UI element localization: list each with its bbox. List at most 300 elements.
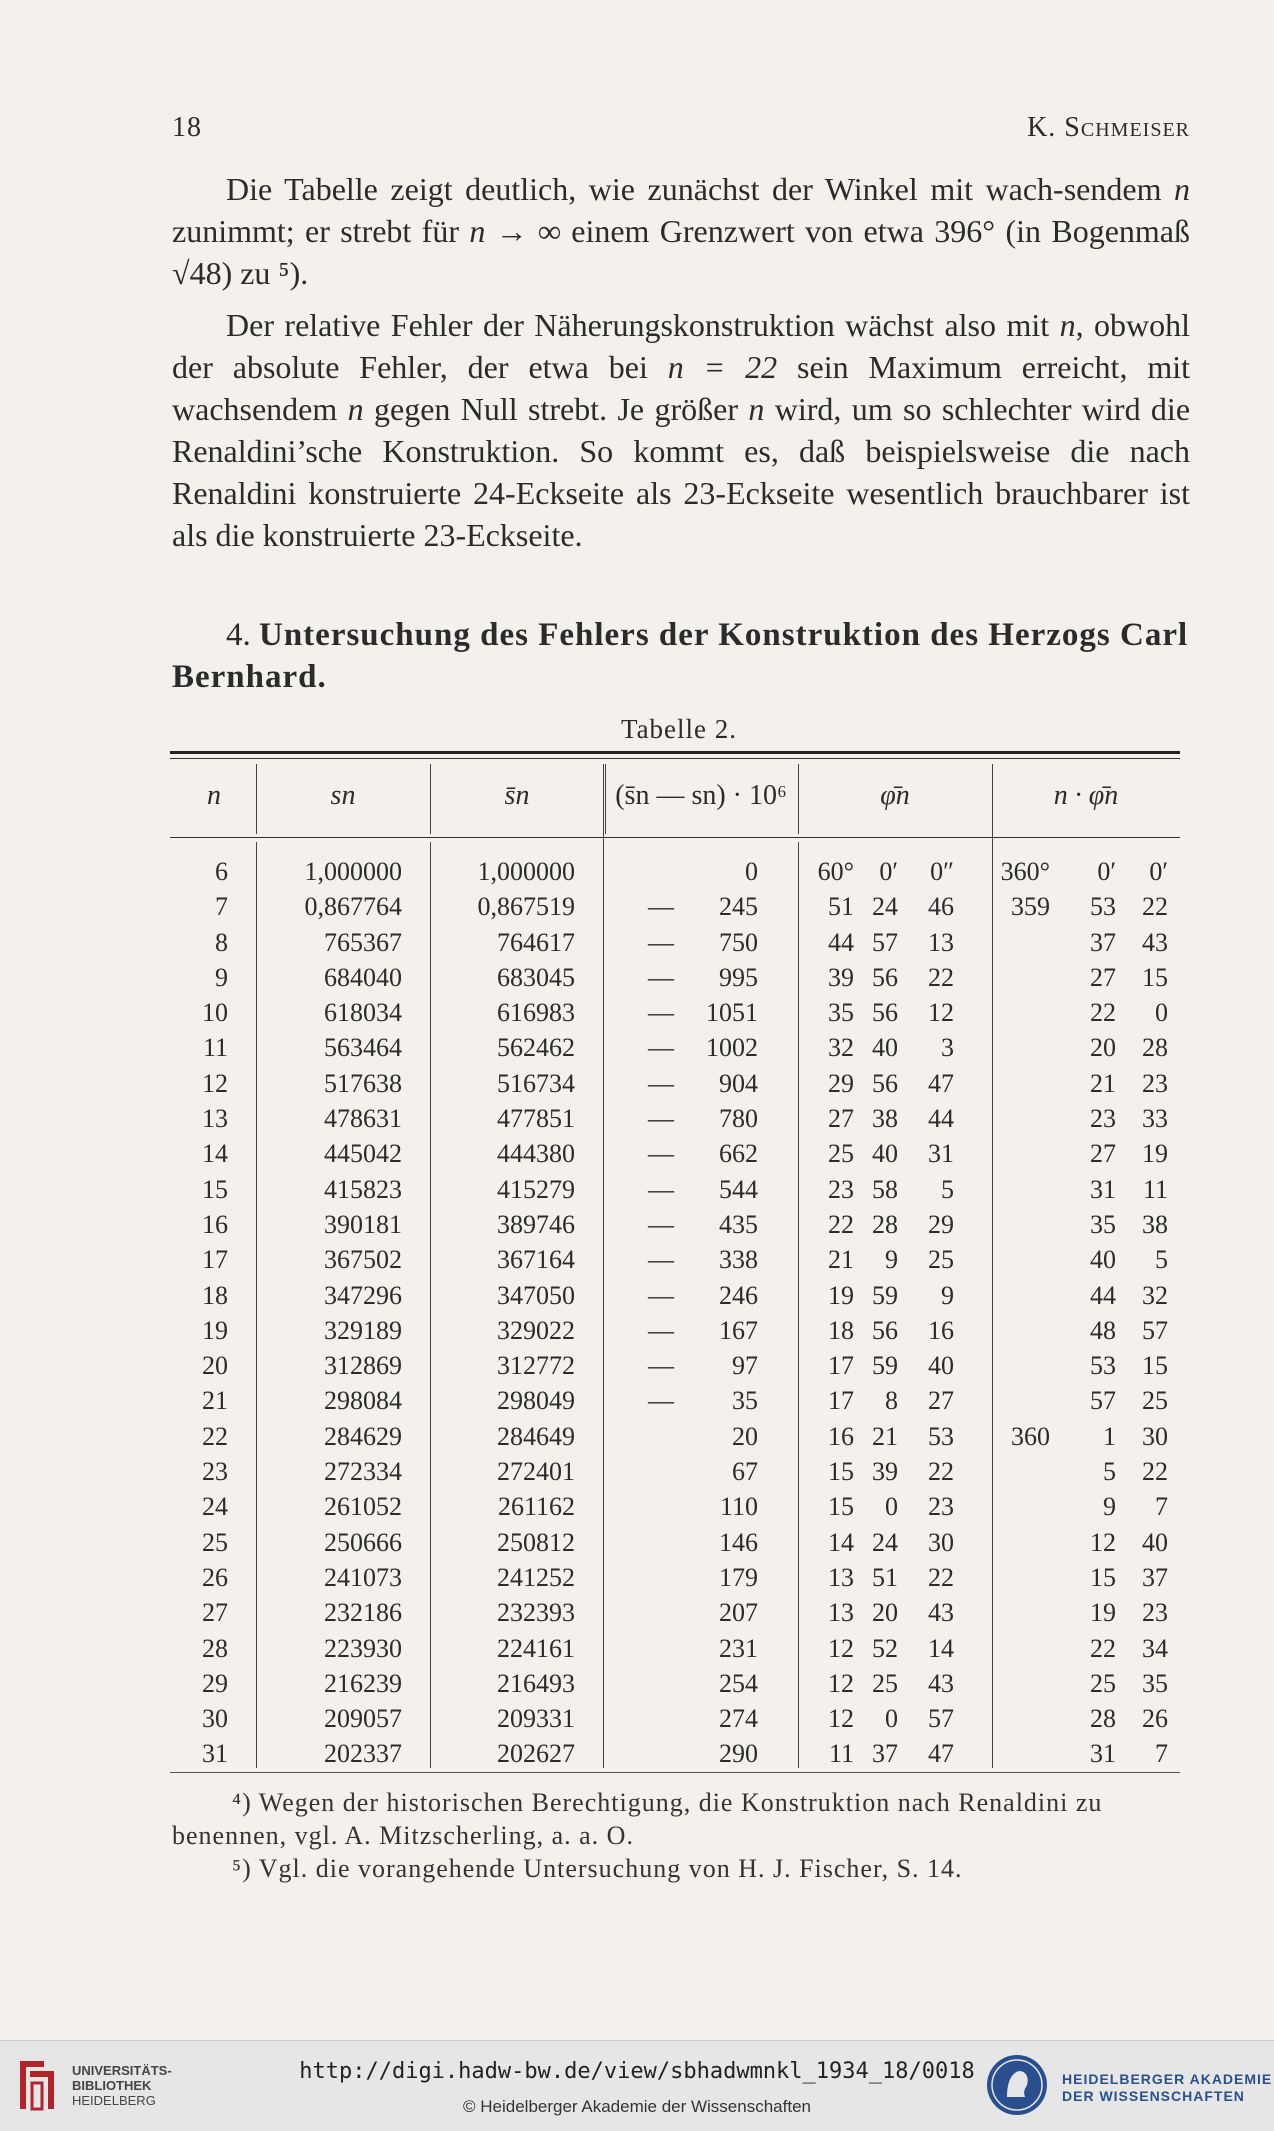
p2-text-b: , obwohl der absolute Fehler, der etwa bei bbox=[172, 307, 1191, 385]
cell-sbar: 250812 bbox=[497, 1527, 575, 1557]
paragraph-1 bbox=[172, 168, 1190, 294]
table-row bbox=[170, 925, 1180, 960]
library-line-3: HEIDELBERG bbox=[72, 2093, 156, 2108]
table-caption: Tabelle 2. bbox=[620, 714, 738, 744]
cell-n: 9 bbox=[215, 962, 228, 992]
cell-sn: 765367 bbox=[324, 927, 402, 957]
cell-nphi-sec: 0 bbox=[1155, 998, 1168, 1028]
cell-diff: 35 bbox=[732, 1386, 758, 1416]
cell-diff: 435 bbox=[719, 1209, 758, 1239]
table-row bbox=[170, 889, 1180, 924]
cell-diff: 179 bbox=[719, 1562, 758, 1592]
cell-nphi-sec: 15 bbox=[1142, 1351, 1168, 1381]
cell-sbar: 284649 bbox=[497, 1421, 575, 1451]
cell-diff: 231 bbox=[719, 1633, 758, 1663]
header-n: n bbox=[207, 780, 221, 811]
cell-nphi-min: 57 bbox=[1090, 1386, 1116, 1416]
footnote-5: ⁵) Vgl. die vorangehende Untersuchung von H. J. Fischer, S. 14. bbox=[232, 1854, 963, 1883]
cell-sn: 202337 bbox=[324, 1739, 402, 1769]
cell-sbar: 202627 bbox=[497, 1739, 575, 1769]
header-phi: φ̄n bbox=[880, 780, 910, 811]
cell-sbar: 298049 bbox=[497, 1386, 575, 1416]
cell-n: 11 bbox=[202, 1033, 228, 1063]
p2-var-n1: n bbox=[1059, 307, 1076, 343]
table-row bbox=[170, 960, 1180, 995]
cell-phi-deg: 12 bbox=[828, 1668, 854, 1698]
cell-nphi-min: 48 bbox=[1090, 1315, 1116, 1345]
table-row bbox=[170, 1560, 1180, 1595]
academy-line-2: DER WISSENSCHAFTEN bbox=[1062, 2088, 1245, 2104]
p2-text-d: gegen Null strebt. Je größer bbox=[363, 391, 749, 427]
cell-sn: 209057 bbox=[324, 1704, 402, 1734]
cell-diff: 254 bbox=[719, 1668, 758, 1698]
cell-phi-sec: 43 bbox=[928, 1598, 954, 1628]
table-row bbox=[170, 1136, 1180, 1171]
cell-phi-sec: 57 bbox=[928, 1704, 954, 1734]
cell-nphi-sec: 0′ bbox=[1149, 857, 1168, 886]
permalink-url[interactable]: http://digi.hadw-bw.de/view/sbhadwmnkl_1934_18/0018 bbox=[299, 2059, 975, 2084]
cell-nphi-min: 12 bbox=[1090, 1527, 1116, 1557]
table-row bbox=[170, 1348, 1180, 1383]
cell-phi-sec: 22 bbox=[928, 962, 954, 992]
cell-nphi-min: 1 bbox=[1103, 1421, 1116, 1451]
cell-phi-sec: 43 bbox=[928, 1668, 954, 1698]
cell-n: 24 bbox=[202, 1492, 228, 1522]
cell-phi-deg: 60° bbox=[817, 857, 854, 886]
cell-diff: 245 bbox=[719, 892, 758, 922]
cell-phi-sec: 16 bbox=[928, 1315, 954, 1345]
cell-sbar: 312772 bbox=[497, 1351, 575, 1381]
table-row bbox=[170, 1489, 1180, 1524]
cell-diff: 207 bbox=[719, 1598, 758, 1628]
cell-n: 27 bbox=[202, 1598, 228, 1628]
table-row bbox=[170, 1066, 1180, 1101]
header-sn: sn bbox=[330, 780, 356, 811]
cell-phi-deg: 16 bbox=[828, 1421, 854, 1451]
cell-nphi-sec: 19 bbox=[1142, 1139, 1168, 1169]
cell-phi-deg: 11 bbox=[828, 1739, 854, 1769]
cell-sn: 312869 bbox=[324, 1351, 402, 1381]
cell-phi-min: 24 bbox=[872, 892, 898, 922]
cell-phi-sec: 31 bbox=[928, 1139, 954, 1169]
cell-diff: 167 bbox=[719, 1315, 758, 1345]
cell-sign: — bbox=[648, 1068, 674, 1098]
cell-nphi-sec: 57 bbox=[1142, 1315, 1168, 1345]
cell-nphi-sec: 37 bbox=[1142, 1562, 1168, 1592]
cell-sn: 261052 bbox=[324, 1492, 402, 1522]
cell-phi-sec: 46 bbox=[928, 892, 954, 922]
cell-sbar: 477851 bbox=[497, 1104, 575, 1134]
cell-phi-deg: 19 bbox=[828, 1280, 854, 1310]
cell-phi-min: 28 bbox=[872, 1209, 898, 1239]
cell-n: 31 bbox=[202, 1739, 228, 1769]
cell-nphi-sec: 23 bbox=[1142, 1068, 1168, 1098]
cell-diff: 1002 bbox=[706, 1033, 758, 1063]
cell-phi-sec: 47 bbox=[928, 1739, 954, 1769]
table-row bbox=[170, 1207, 1180, 1242]
cell-phi-deg: 22 bbox=[828, 1209, 854, 1239]
cell-diff: 20 bbox=[732, 1421, 758, 1451]
cell-nphi-deg: 359 bbox=[1011, 892, 1050, 922]
cell-n: 25 bbox=[202, 1527, 228, 1557]
cell-nphi-sec: 22 bbox=[1142, 1457, 1168, 1487]
cell-phi-min: 0′ bbox=[879, 857, 898, 886]
cell-phi-sec: 53 bbox=[928, 1421, 954, 1451]
p1-text-a: Die Tabelle zeigt deutlich, wie zunächst der Winkel mit wach-sendem bbox=[226, 171, 1174, 207]
cell-nphi-min: 25 bbox=[1090, 1668, 1116, 1698]
cell-phi-sec: 47 bbox=[928, 1068, 954, 1098]
cell-nphi-min: 22 bbox=[1090, 998, 1116, 1028]
cell-phi-sec: 30 bbox=[928, 1527, 954, 1557]
cell-sbar: 209331 bbox=[497, 1704, 575, 1734]
cell-nphi-min: 31 bbox=[1090, 1739, 1116, 1769]
cell-diff: 290 bbox=[719, 1739, 758, 1769]
cell-n: 17 bbox=[202, 1245, 228, 1275]
cell-phi-deg: 12 bbox=[828, 1704, 854, 1734]
table-row bbox=[170, 1172, 1180, 1207]
cell-phi-min: 0 bbox=[885, 1704, 898, 1734]
cell-nphi-sec: 15 bbox=[1142, 962, 1168, 992]
cell-nphi-min: 27 bbox=[1090, 962, 1116, 992]
cell-phi-deg: 25 bbox=[828, 1139, 854, 1169]
paragraph-2 bbox=[172, 304, 1190, 556]
cell-phi-sec: 27 bbox=[928, 1386, 954, 1416]
table-row bbox=[170, 1701, 1180, 1736]
cell-nphi-sec: 40 bbox=[1142, 1527, 1168, 1557]
cell-sbar: 224161 bbox=[497, 1633, 575, 1663]
cell-nphi-sec: 38 bbox=[1142, 1209, 1168, 1239]
cell-sbar: 415279 bbox=[497, 1174, 575, 1204]
cell-sign: — bbox=[648, 1245, 674, 1275]
table-row bbox=[170, 1595, 1180, 1630]
cell-nphi-sec: 11 bbox=[1142, 1174, 1168, 1204]
table-row bbox=[170, 854, 1180, 889]
cell-sn: 298084 bbox=[324, 1386, 402, 1416]
cell-phi-min: 59 bbox=[872, 1280, 898, 1310]
cell-diff: 662 bbox=[719, 1139, 758, 1169]
cell-sign: — bbox=[648, 1139, 674, 1169]
cell-sign: — bbox=[648, 1280, 674, 1310]
cell-sn: 517638 bbox=[324, 1068, 402, 1098]
cell-nphi-min: 23 bbox=[1090, 1104, 1116, 1134]
cell-nphi-min: 19 bbox=[1090, 1598, 1116, 1628]
p2-var-n4: n bbox=[748, 391, 765, 427]
cell-nphi-min: 28 bbox=[1090, 1704, 1116, 1734]
copyright-notice: © Heidelberger Akademie der Wissenschaften bbox=[463, 2097, 811, 2116]
cell-sign: — bbox=[648, 1104, 674, 1134]
cell-phi-min: 40 bbox=[872, 1139, 898, 1169]
cell-sbar: 444380 bbox=[497, 1139, 575, 1169]
cell-phi-min: 59 bbox=[872, 1351, 898, 1381]
cell-nphi-sec: 25 bbox=[1142, 1386, 1168, 1416]
cell-sn: 347296 bbox=[324, 1280, 402, 1310]
cell-sn: 618034 bbox=[324, 998, 402, 1028]
cell-diff: 1051 bbox=[706, 998, 758, 1028]
cell-sign: — bbox=[648, 1209, 674, 1239]
table-rule-bottom bbox=[170, 1772, 1180, 1773]
cell-nphi-min: 5 bbox=[1103, 1457, 1116, 1487]
table-row bbox=[170, 1666, 1180, 1701]
cell-nphi-min: 20 bbox=[1090, 1033, 1116, 1063]
cell-nphi-min: 0′ bbox=[1097, 857, 1116, 886]
cell-n: 18 bbox=[202, 1280, 228, 1310]
cell-phi-sec: 0″ bbox=[930, 857, 954, 886]
cell-sign: — bbox=[648, 1174, 674, 1204]
cell-nphi-sec: 7 bbox=[1155, 1492, 1168, 1522]
cell-nphi-min: 27 bbox=[1090, 1139, 1116, 1169]
academy-seal-icon bbox=[985, 2053, 1049, 2117]
cell-phi-min: 21 bbox=[872, 1421, 898, 1451]
cell-diff: 246 bbox=[719, 1280, 758, 1310]
cell-phi-sec: 23 bbox=[928, 1492, 954, 1522]
cell-phi-sec: 13 bbox=[928, 927, 954, 957]
cell-sbar: 232393 bbox=[497, 1598, 575, 1628]
cell-sbar: 241252 bbox=[497, 1562, 575, 1592]
cell-phi-deg: 32 bbox=[828, 1033, 854, 1063]
cell-phi-deg: 14 bbox=[828, 1527, 854, 1557]
cell-phi-sec: 9 bbox=[941, 1280, 954, 1310]
cell-nphi-sec: 32 bbox=[1142, 1280, 1168, 1310]
cell-sign: — bbox=[648, 1386, 674, 1416]
cell-nphi-sec: 34 bbox=[1142, 1633, 1168, 1663]
cell-n: 13 bbox=[202, 1104, 228, 1134]
cell-phi-deg: 13 bbox=[828, 1562, 854, 1592]
academy-line-1: HEIDELBERGER AKADEMIE bbox=[1062, 2071, 1273, 2087]
cell-diff: 110 bbox=[719, 1492, 758, 1522]
cell-nphi-sec: 5 bbox=[1155, 1245, 1168, 1275]
cell-sn: 367502 bbox=[324, 1245, 402, 1275]
cell-phi-min: 56 bbox=[872, 1315, 898, 1345]
cell-n: 10 bbox=[202, 998, 228, 1028]
cell-diff: 274 bbox=[719, 1704, 758, 1734]
cell-phi-sec: 40 bbox=[928, 1351, 954, 1381]
cell-phi-min: 8 bbox=[885, 1386, 898, 1416]
cell-phi-sec: 3 bbox=[941, 1033, 954, 1063]
table-row bbox=[170, 1419, 1180, 1454]
cell-n: 23 bbox=[202, 1457, 228, 1487]
cell-sn: 329189 bbox=[324, 1315, 402, 1345]
cell-sbar: 389746 bbox=[497, 1209, 575, 1239]
cell-phi-min: 56 bbox=[872, 998, 898, 1028]
cell-sbar: 272401 bbox=[497, 1457, 575, 1487]
cell-sn: 1,000000 bbox=[304, 857, 402, 886]
header-sbar: s̄n bbox=[504, 780, 530, 811]
cell-nphi-min: 31 bbox=[1090, 1174, 1116, 1204]
cell-sn: 563464 bbox=[324, 1033, 402, 1063]
cell-phi-sec: 14 bbox=[928, 1633, 954, 1663]
cell-sbar: 367164 bbox=[497, 1245, 575, 1275]
cell-n: 12 bbox=[202, 1068, 228, 1098]
cell-sbar: 516734 bbox=[497, 1068, 575, 1098]
cell-sign: — bbox=[648, 1033, 674, 1063]
table-row bbox=[170, 1278, 1180, 1313]
cell-diff: 67 bbox=[732, 1457, 758, 1487]
cell-phi-deg: 29 bbox=[828, 1068, 854, 1098]
cell-nphi-min: 53 bbox=[1090, 892, 1116, 922]
cell-phi-deg: 51 bbox=[828, 892, 854, 922]
section-number: 4. bbox=[226, 617, 251, 653]
cell-diff: 97 bbox=[732, 1351, 758, 1381]
cell-n: 6 bbox=[215, 857, 228, 886]
cell-phi-deg: 21 bbox=[828, 1245, 854, 1275]
cell-nphi-sec: 28 bbox=[1142, 1033, 1168, 1063]
cell-sn: 415823 bbox=[324, 1174, 402, 1204]
table-row bbox=[170, 1454, 1180, 1489]
cell-phi-deg: 17 bbox=[828, 1351, 854, 1381]
p2-var-n3: n bbox=[347, 391, 364, 427]
cell-nphi-deg: 360 bbox=[1011, 1421, 1050, 1451]
cell-diff: 750 bbox=[719, 927, 758, 957]
cell-sign: — bbox=[648, 1351, 674, 1381]
cell-sn: 684040 bbox=[324, 962, 402, 992]
cell-sbar: 764617 bbox=[497, 927, 575, 957]
cell-nphi-deg: 360° bbox=[1000, 857, 1050, 886]
cell-nphi-sec: 43 bbox=[1142, 927, 1168, 957]
cell-n: 15 bbox=[202, 1174, 228, 1204]
cell-nphi-min: 40 bbox=[1090, 1245, 1116, 1275]
cell-sn: 478631 bbox=[324, 1104, 402, 1134]
cell-sign: — bbox=[648, 998, 674, 1028]
cell-phi-min: 0 bbox=[885, 1492, 898, 1522]
cell-phi-min: 56 bbox=[872, 962, 898, 992]
table-row bbox=[170, 1030, 1180, 1065]
cell-sn: 390181 bbox=[324, 1209, 402, 1239]
cell-nphi-min: 53 bbox=[1090, 1351, 1116, 1381]
cell-n: 8 bbox=[215, 927, 228, 957]
cell-sbar: 261162 bbox=[497, 1492, 575, 1522]
cell-nphi-min: 15 bbox=[1090, 1562, 1116, 1592]
table-row bbox=[170, 1525, 1180, 1560]
cell-n: 16 bbox=[202, 1209, 228, 1239]
cell-diff: 904 bbox=[719, 1068, 758, 1098]
table-row bbox=[170, 1736, 1180, 1771]
cell-phi-sec: 22 bbox=[928, 1457, 954, 1487]
cell-sn: 232186 bbox=[324, 1598, 402, 1628]
cell-phi-deg: 23 bbox=[828, 1174, 854, 1204]
cell-sn: 241073 bbox=[324, 1562, 402, 1592]
running-author: K. Schmeiser bbox=[1027, 112, 1190, 143]
cell-phi-deg: 13 bbox=[828, 1598, 854, 1628]
cell-phi-min: 20 bbox=[872, 1598, 898, 1628]
cell-nphi-min: 9 bbox=[1103, 1492, 1116, 1522]
table-rule-top-thin bbox=[170, 758, 1180, 759]
cell-diff: 338 bbox=[719, 1245, 758, 1275]
cell-phi-sec: 44 bbox=[928, 1104, 954, 1134]
cell-phi-min: 24 bbox=[872, 1527, 898, 1557]
cell-sn: 216239 bbox=[324, 1668, 402, 1698]
cell-phi-deg: 12 bbox=[828, 1633, 854, 1663]
cell-phi-min: 37 bbox=[872, 1739, 898, 1769]
library-line-1: UNIVERSITÄTS- bbox=[72, 2063, 172, 2078]
cell-sbar: 329022 bbox=[497, 1315, 575, 1345]
cell-phi-sec: 29 bbox=[928, 1209, 954, 1239]
cell-phi-sec: 25 bbox=[928, 1245, 954, 1275]
cell-n: 22 bbox=[202, 1421, 228, 1451]
cell-sbar: 216493 bbox=[497, 1668, 575, 1698]
cell-n: 14 bbox=[202, 1139, 228, 1169]
cell-nphi-sec: 7 bbox=[1155, 1739, 1168, 1769]
table-row bbox=[170, 1101, 1180, 1136]
cell-nphi-sec: 26 bbox=[1142, 1704, 1168, 1734]
page-number: 18 bbox=[172, 112, 202, 143]
p2-text-a: Der relative Fehler der Näherungskonstruktion wächst also mit bbox=[226, 307, 1060, 343]
cell-nphi-min: 21 bbox=[1090, 1068, 1116, 1098]
cell-sbar: 0,867519 bbox=[477, 892, 575, 922]
cell-nphi-sec: 23 bbox=[1142, 1598, 1168, 1628]
cell-n: 19 bbox=[202, 1315, 228, 1345]
cell-sbar: 347050 bbox=[497, 1280, 575, 1310]
p2-var-n2: n = 22 bbox=[667, 349, 778, 385]
cell-sn: 445042 bbox=[324, 1139, 402, 1169]
p1-text-c: einem Grenzwert von etwa 396° (in Bogenmaß √48) zu ⁵). bbox=[172, 213, 1191, 291]
cell-diff: 0 bbox=[745, 857, 758, 886]
cell-nphi-sec: 35 bbox=[1142, 1668, 1168, 1698]
table-row bbox=[170, 1242, 1180, 1277]
p2-text-c: sein Maximum erreicht, mit wachsendem bbox=[172, 349, 1191, 427]
cell-phi-min: 38 bbox=[872, 1104, 898, 1134]
cell-phi-min: 56 bbox=[872, 1068, 898, 1098]
p1-var-n: n bbox=[1174, 171, 1190, 207]
cell-nphi-sec: 22 bbox=[1142, 892, 1168, 922]
table-rule-top bbox=[170, 751, 1180, 754]
cell-sign: — bbox=[648, 892, 674, 922]
table-row bbox=[170, 1631, 1180, 1666]
cell-sbar: 683045 bbox=[497, 962, 575, 992]
cell-phi-min: 57 bbox=[872, 927, 898, 957]
cell-phi-deg: 17 bbox=[828, 1386, 854, 1416]
cell-phi-min: 51 bbox=[872, 1562, 898, 1592]
cell-nphi-sec: 30 bbox=[1142, 1421, 1168, 1451]
cell-phi-min: 52 bbox=[872, 1633, 898, 1663]
cell-phi-min: 39 bbox=[872, 1457, 898, 1487]
cell-sign: — bbox=[648, 1315, 674, 1345]
cell-nphi-min: 35 bbox=[1090, 1209, 1116, 1239]
cell-phi-min: 40 bbox=[872, 1033, 898, 1063]
cell-diff: 780 bbox=[719, 1104, 758, 1134]
cell-n: 29 bbox=[202, 1668, 228, 1698]
cell-n: 21 bbox=[202, 1386, 228, 1416]
cell-phi-deg: 15 bbox=[828, 1457, 854, 1487]
cell-phi-deg: 18 bbox=[828, 1315, 854, 1345]
cell-nphi-min: 22 bbox=[1090, 1633, 1116, 1663]
cell-phi-min: 58 bbox=[872, 1174, 898, 1204]
cell-n: 26 bbox=[202, 1562, 228, 1592]
cell-n: 30 bbox=[202, 1704, 228, 1734]
cell-phi-deg: 44 bbox=[828, 927, 854, 957]
p2-text-e: wird, um so schlechter wird die Renaldini’sche Konstruktion. So kommt es, daß beispielsweise die nach Renaldini konstruierte 24-Eckseite als 23-Eckseite wesentlich brauchbarer ist als die konstruierte 23-Eckseite. bbox=[172, 391, 1191, 553]
table-row bbox=[170, 1383, 1180, 1418]
library-line-2: BIBLIOTHEK bbox=[72, 2078, 152, 2093]
cell-sign: — bbox=[648, 962, 674, 992]
cell-diff: 995 bbox=[719, 962, 758, 992]
footnote-4: ⁴) Wegen der historischen Berechtigung, die Konstruktion nach Renaldini zu benennen, vgl. A. Mitzscherling, a. a. O. bbox=[172, 1788, 1103, 1850]
cell-diff: 544 bbox=[719, 1174, 758, 1204]
cell-phi-deg: 39 bbox=[828, 962, 854, 992]
viewer-footer bbox=[0, 2040, 1274, 2131]
cell-sn: 250666 bbox=[324, 1527, 402, 1557]
cell-phi-deg: 27 bbox=[828, 1104, 854, 1134]
header-diff: (s̄n — sn) · 10⁶ bbox=[615, 780, 787, 811]
cell-phi-sec: 22 bbox=[928, 1562, 954, 1592]
cell-phi-min: 25 bbox=[872, 1668, 898, 1698]
cell-sign: — bbox=[648, 927, 674, 957]
cell-phi-sec: 5 bbox=[941, 1174, 954, 1204]
cell-sn: 223930 bbox=[324, 1633, 402, 1663]
cell-nphi-min: 44 bbox=[1090, 1280, 1116, 1310]
running-header bbox=[172, 112, 1190, 152]
footnotes bbox=[172, 1786, 1190, 1885]
p1-text-b: zunimmt; er strebt für bbox=[172, 213, 470, 249]
